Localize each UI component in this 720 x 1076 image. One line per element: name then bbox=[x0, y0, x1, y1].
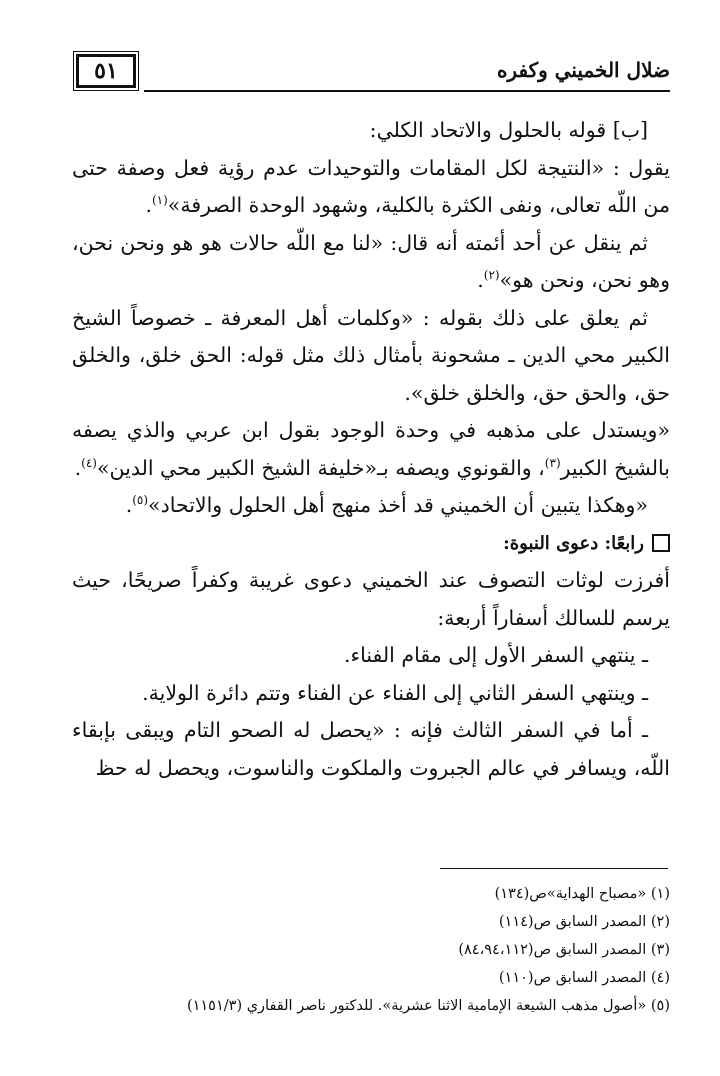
paragraph-1-text: يقول : «النتيجة لكل المقامات والتوحيدات عدم رؤية فعل وصفة حتى من اللّه تعالى، ونفى الكثرة بالكلية، وشهود الوحدة الصرفة» bbox=[72, 155, 670, 217]
paragraph-3: ثم يعلق على ذلك بقوله : «وكلمات أهل المعرفة ـ خصوصاً الشيخ الكبير محي الدين ـ مشحونة بأمثال ذلك مثل قوله: الحق خلق، والخلق حق، والحق حق، والخلق خلق». bbox=[72, 305, 670, 405]
paragraph-5: «وهكذا يتبين أن الخميني قد أخذ منهج أهل الحلول والاتحاد»$^{(٥)}$. bbox=[125, 493, 648, 517]
paragraph-2-text: ثم ينقل عن أحد أئمته أنه قال: «لنا مع اللّه حالات هو هو ونحن نحن، وهو نحن، ونحن هو» bbox=[72, 230, 670, 292]
footnote-rule bbox=[440, 868, 668, 869]
page-header bbox=[72, 48, 670, 98]
list-item-2: ـ وينتهي السفر الثاني إلى الفناء عن الفناء وتتم دائرة الولاية. bbox=[142, 680, 648, 705]
footnote-mark-5: (٥) bbox=[132, 493, 149, 508]
section-title: رابعًا: دعوى النبوة: bbox=[503, 532, 644, 554]
footnote-mark-3: (٣) bbox=[544, 455, 561, 470]
header-rule bbox=[144, 90, 670, 92]
footnote-mark-2: (٢) bbox=[483, 268, 500, 283]
paragraph-2: ثم ينقل عن أحد أئمته أنه قال: «لنا مع اللّه حالات هو هو ونحن نحن، وهو نحن، ونحن هو»$^{(٢)}$. bbox=[72, 230, 670, 292]
paragraph-5-text: «وهكذا يتبين أن الخميني قد أخذ منهج أهل الحلول والاتحاد» bbox=[148, 493, 648, 517]
paragraph-4: «ويستدل على مذهبه في وحدة الوجود بقول ابن عربي والذي يصفه بالشيخ الكبير$^{(٣)}$، والقونوي ويصفه بـ«خليفة الشيخ الكبير محي الدين»$^{(٤)}$. bbox=[72, 418, 670, 480]
list-item-3: ـ أما في السفر الثالث فإنه : «يحصل له الصحو التام ويبقى بإبقاء اللّه، ويسافر في عالم الجبروت والملكوت والناسوت، ويحصل له حظ bbox=[72, 718, 670, 780]
paragraph-4-text-a: «ويستدل على مذهبه في وحدة الوجود بقول ابن عربي والذي يصفه بالشيخ الكبير bbox=[72, 418, 670, 480]
footnote-mark-4: (٤) bbox=[81, 455, 97, 470]
paragraph-4-text-b: ، والقونوي ويصفه بـ«خليفة الشيخ الكبير محي الدين» bbox=[96, 455, 545, 480]
running-title: ضلال الخميني وكفره bbox=[496, 58, 670, 82]
footnote-3: (٣) المصدر السابق ص(٨٤،٩٤،١١٢) bbox=[458, 942, 670, 958]
footnote-mark-1: (١) bbox=[151, 193, 168, 208]
footnotes bbox=[72, 880, 670, 1020]
footnote-2: (٢) المصدر السابق ص(١١٤) bbox=[498, 914, 670, 930]
section-heading bbox=[72, 525, 670, 563]
main-text bbox=[72, 112, 670, 787]
subheading-b: [ب] قوله بالحلول والاتحاد الكلي: bbox=[369, 118, 648, 142]
footnote-1: (١) «مصباح الهداية»ص(١٣٤) bbox=[494, 886, 670, 902]
page-number: ٥١ bbox=[76, 54, 136, 88]
checkbox-square-icon bbox=[652, 534, 670, 552]
footnote-5: (٥) «أصول مذهب الشيعة الإمامية الاثنا عشرية». للدكتور ناصر القفاري (١١٥١/٣) bbox=[186, 998, 670, 1014]
footnote-4: (٤) المصدر السابق ص(١١٠) bbox=[498, 970, 670, 986]
paragraph-6: أفرزت لوثات التصوف عند الخميني دعوى غريبة وكفراً صريحًا، حيث يرسم للسالك أسفاراً أربعة: bbox=[72, 568, 670, 630]
paragraph-1: يقول : «النتيجة لكل المقامات والتوحيدات عدم رؤية فعل وصفة حتى من اللّه تعالى، ونفى الكثرة بالكلية، وشهود الوحدة الصرفة»$^{(١)}$. bbox=[72, 155, 670, 217]
list-item-1: ـ ينتهي السفر الأول إلى مقام الفناء. bbox=[343, 643, 648, 667]
